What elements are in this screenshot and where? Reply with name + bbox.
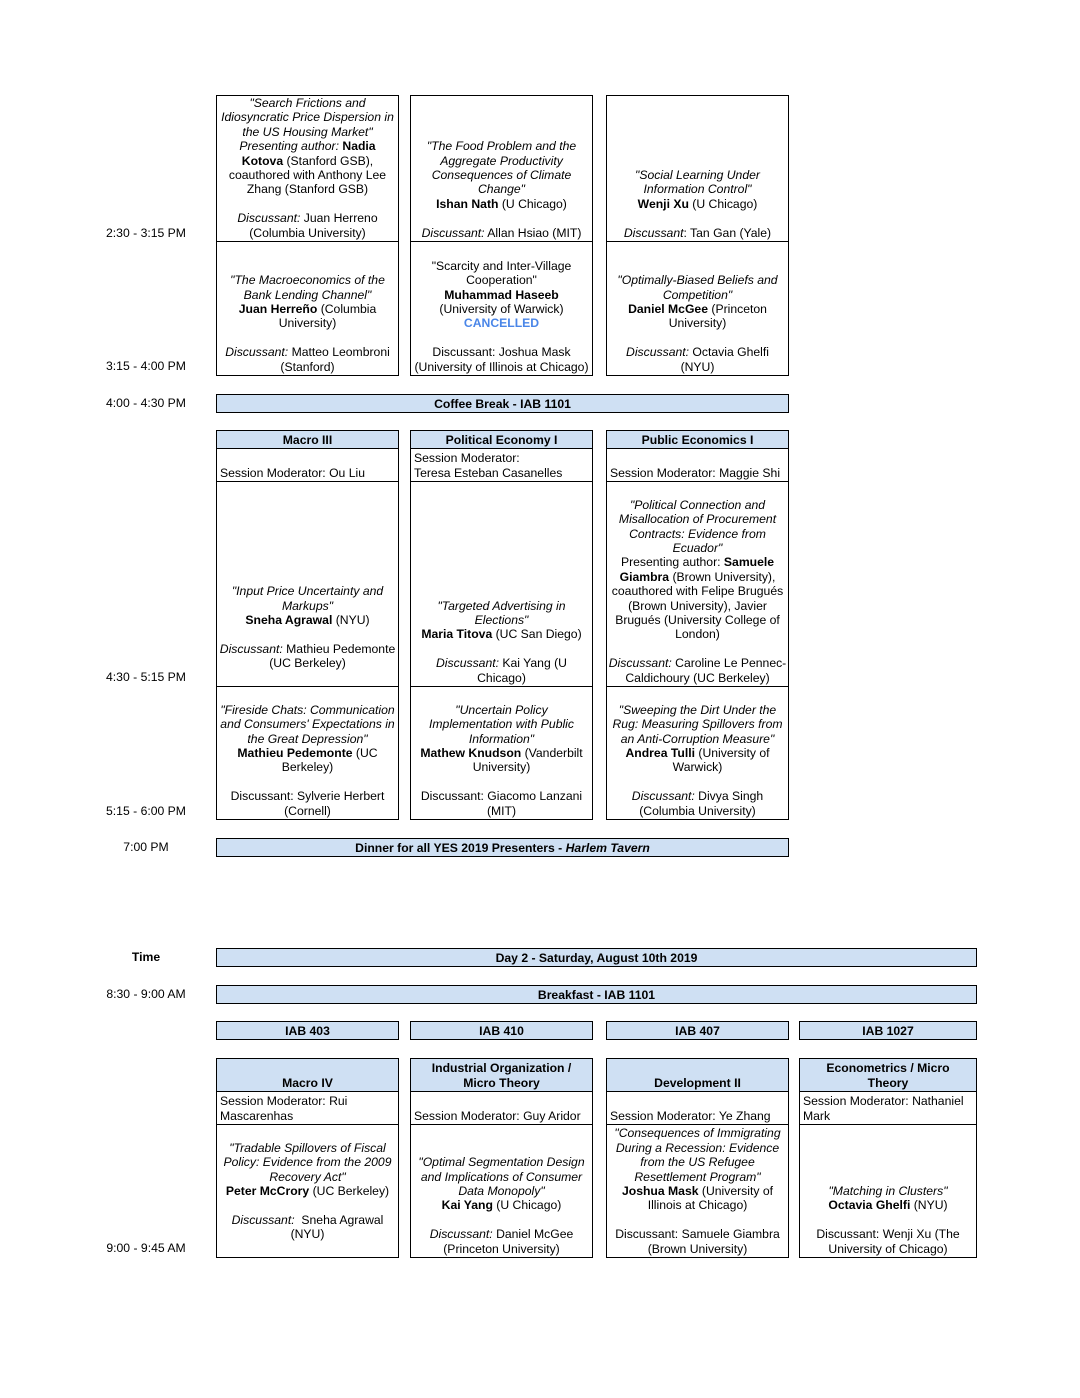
presenter-affiliation: (NYU)	[910, 1198, 948, 1213]
talk-title: "Political Connection and Misallocation of Procurement Contracts: Evidence from Ecuador"	[618, 497, 777, 555]
discussant-label: Discussant:	[231, 1212, 295, 1227]
discussant-label: Discussant:	[237, 211, 301, 226]
presenter-name: Octavia Ghelfi	[828, 1198, 911, 1213]
presenter-name: Peter McCrory	[225, 1184, 310, 1198]
discussant-name: Matteo Leombroni (Stanford)	[280, 345, 390, 374]
talk-cell	[799, 1124, 977, 1258]
moderator-text: Session Moderator: Ye Zhang	[610, 1108, 771, 1123]
session-header: Political Economy I	[410, 430, 593, 449]
discussant-label: Discussant:	[219, 641, 283, 656]
dinner-banner	[216, 838, 789, 857]
talk-cell	[410, 686, 593, 820]
room-header: IAB 403	[216, 1021, 399, 1040]
time-label: 4:00 - 4:30 PM	[106, 396, 186, 410]
discussant-label: Discussant:	[608, 656, 672, 671]
moderator-text: Session Moderator: Maggie Shi	[610, 465, 781, 480]
moderator-text: Session Moderator: Nathaniel Mark	[803, 1094, 964, 1123]
discussant-name: Mathieu Pedemonte (UC Berkeley)	[269, 641, 396, 671]
presenter-name: Nadia Kotova	[241, 139, 376, 168]
room-header: IAB 1027	[799, 1021, 977, 1040]
presenter-affiliation: (University of Warwick)	[439, 301, 564, 316]
talk-cell	[216, 95, 399, 242]
presenter-name: Sneha Agrawal	[245, 613, 333, 627]
discussant-name: Sneha Agrawal (NYU)	[290, 1212, 387, 1242]
talk-title: "Scarcity and Inter-Village Cooperation"	[431, 258, 572, 288]
discussant-label: Discussant:	[631, 789, 695, 804]
discussant: Discussant: Joshua Mask (University of Illinois at Chicago)	[414, 345, 589, 374]
discussant-name: Daniel McGee (Princeton University)	[443, 1227, 574, 1256]
session-header: Macro IV	[216, 1058, 399, 1092]
talk-cell	[606, 686, 789, 820]
session-moderator	[799, 1091, 977, 1125]
presenter-name: Ishan Nath	[436, 196, 499, 211]
moderator-label: Session Moderator:	[414, 451, 520, 466]
session-header: Industrial Organization / Micro Theory	[410, 1058, 593, 1092]
talk-cell	[410, 95, 593, 242]
discussant-label: Discussant:	[421, 225, 485, 240]
discussant-name: Allan Hsiao (MIT)	[484, 225, 582, 240]
talk-title: "Fireside Chats: Communication and Consumers' Expectations in the Great Depression"	[220, 702, 395, 746]
session-moderator	[410, 448, 593, 482]
discussant-name: Kai Yang (U Chicago)	[477, 656, 567, 685]
dinner-venue: Harlem Tavern	[565, 840, 650, 855]
presenter-name: Andrea Tulli	[625, 745, 696, 760]
talk-title: "Uncertain Policy Implementation with Public Information"	[429, 702, 574, 746]
presenter-affiliation: (U Chicago)	[688, 196, 758, 211]
presenter-affiliation: (Princeton University)	[668, 301, 767, 331]
session-header: Macro III	[216, 430, 399, 449]
talk-cell	[216, 241, 399, 376]
time-label: 7:00 PM	[123, 840, 169, 854]
presenter-name: Joshua Mask	[621, 1183, 699, 1198]
presenter-affiliation: (NYU)	[332, 613, 370, 627]
time-label: 2:30 - 3:15 PM	[106, 226, 186, 240]
presenter-name: Mathew Knudson	[420, 745, 522, 760]
talk-title: "Targeted Advertising in Elections"	[437, 598, 566, 627]
presenter-affiliation: (Brown University), coauthored with Felipe Brugués (Brown University), Javier Brugués (University College of London)	[611, 569, 784, 642]
moderator-text: Session Moderator: Rui Mascarenhas	[220, 1094, 348, 1123]
talk-cell	[410, 241, 593, 376]
presenter-affiliation: (UC Berkeley)	[309, 1184, 390, 1198]
talk-cell	[606, 95, 789, 242]
presenter-affiliation: (UC Berkeley)	[281, 745, 378, 775]
dinner-text: Dinner for all YES 2019 Presenters -	[355, 840, 566, 855]
talk-title: "Social Learning Under Information Control"	[635, 167, 760, 197]
discussant-name: Juan Herreno (Columbia University)	[249, 211, 378, 240]
presenter-name: Daniel McGee	[628, 301, 708, 316]
talk-title: "Sweeping the Dirt Under the Rug: Measuring Spillovers from an Anti-Corruption Measure"	[612, 702, 783, 746]
discussant: Discussant: Samuele Giambra (Brown University)	[615, 1227, 780, 1256]
session-header: Public Economics I	[606, 430, 789, 449]
presenting-author-label: Presenting author:	[620, 555, 724, 570]
talk-title: "Tradable Spillovers of Fiscal Policy: Evidence from the 2009 Recovery Act"	[223, 1140, 392, 1184]
talk-title: "Input Price Uncertainty and Markups"	[231, 584, 384, 613]
presenter-affiliation: (Stanford GSB), coauthored with Anthony Lee Zhang (Stanford GSB)	[228, 153, 387, 197]
session-moderator	[216, 448, 399, 482]
day-header-banner: Day 2 - Saturday, August 10th 2019	[216, 948, 977, 967]
discussant: Discussant: Wenji Xu (The University of Chicago)	[816, 1227, 960, 1256]
talk-cell	[410, 481, 593, 687]
session-moderator	[216, 1091, 399, 1125]
presenter-affiliation: (University of Illinois at Chicago)	[647, 1183, 774, 1213]
time-column-header: Time	[131, 950, 161, 964]
discussant-name: Caroline Le Pennec-Caldichoury (UC Berkeley)	[625, 656, 787, 685]
talk-title: "Optimal Segmentation Design and Implications of Consumer Data Monopoly"	[418, 1155, 585, 1198]
session-moderator	[410, 1091, 593, 1125]
breakfast-banner: Breakfast - IAB 1101	[216, 985, 977, 1004]
talk-cell	[606, 241, 789, 376]
talk-title: "Optimally-Biased Beliefs and Competition"	[617, 273, 778, 302]
presenter-name: Samuele Giambra	[619, 555, 775, 584]
talk-title: "The Macroeconomics of the Bank Lending Channel"	[230, 273, 385, 302]
time-label: 5:15 - 6:00 PM	[106, 804, 186, 818]
presenter-name: Mathieu Pedemonte	[237, 745, 353, 760]
discussant-name: : Tan Gan (Yale)	[683, 225, 772, 240]
talk-cell	[216, 481, 399, 687]
time-label: 8:30 - 9:00 AM	[106, 987, 186, 1001]
coffee-break-banner: Coffee Break - IAB 1101	[216, 394, 789, 413]
moderator-text: Session Moderator: Guy Aridor	[414, 1108, 581, 1123]
room-header: IAB 410	[410, 1021, 593, 1040]
discussant: Discussant: Giacomo Lanzani (MIT)	[420, 789, 583, 818]
discussant-label: Discussant:	[225, 345, 289, 360]
discussant-label: Discussant	[623, 225, 684, 240]
time-label: 4:30 - 5:15 PM	[106, 670, 186, 684]
session-moderator	[606, 448, 789, 482]
presenter-affiliation: (U Chicago)	[498, 196, 567, 211]
talk-cell	[606, 1124, 789, 1258]
presenter-affiliation: (Vanderbilt University)	[472, 745, 583, 775]
talk-title: "Consequences of Immigrating During a Recession: Evidence from the US Refugee Resettlement Program"	[614, 1126, 781, 1184]
discussant-name: Divya Singh (Columbia University)	[639, 789, 764, 818]
presenter-name: Kai Yang	[441, 1198, 493, 1213]
discussant: Discussant: Sylverie Herbert (Cornell)	[230, 789, 385, 818]
talk-title: "Matching in Clusters"	[828, 1183, 948, 1198]
discussant-label: Discussant:	[626, 345, 690, 360]
presenter-affiliation: (University of Warwick)	[672, 745, 770, 775]
talk-cell	[216, 1124, 399, 1258]
room-header: IAB 407	[606, 1021, 789, 1040]
presenting-author-label: Presenting author:	[239, 139, 343, 154]
talk-title: "The Food Problem and the Aggregate Productivity Consequences of Climate Change"	[426, 139, 577, 197]
presenter-affiliation: (Columbia University)	[278, 301, 377, 331]
discussant-name: Octavia Ghelfi (NYU)	[680, 345, 769, 374]
talk-title: "Search Frictions and Idiosyncratic Price Dispersion in the US Housing Market"	[221, 96, 394, 139]
session-moderator	[606, 1091, 789, 1125]
moderator-text: Teresa Esteban Casanelles	[414, 465, 563, 480]
discussant-label: Discussant:	[436, 656, 499, 671]
session-header: Development II	[606, 1058, 789, 1092]
presenter-name: Wenji Xu	[637, 196, 689, 211]
time-label: 9:00 - 9:45 AM	[106, 1241, 186, 1255]
cancelled-badge: CANCELLED	[463, 316, 540, 331]
session-header: Econometrics / Micro Theory	[799, 1058, 977, 1092]
discussant-label: Discussant:	[429, 1227, 493, 1242]
time-label: 3:15 - 4:00 PM	[106, 359, 186, 373]
presenter-affiliation: (U Chicago)	[492, 1198, 562, 1213]
talk-cell	[606, 481, 789, 687]
talk-cell	[410, 1124, 593, 1258]
presenter-name: Maria Titova	[421, 627, 493, 642]
presenter-name: Juan Herreño	[238, 301, 318, 316]
moderator-text: Session Moderator: Ou Liu	[220, 465, 365, 480]
talk-cell	[216, 686, 399, 820]
presenter-name: Muhammad Haseeb	[444, 287, 559, 302]
presenter-affiliation: (UC San Diego)	[492, 627, 582, 642]
